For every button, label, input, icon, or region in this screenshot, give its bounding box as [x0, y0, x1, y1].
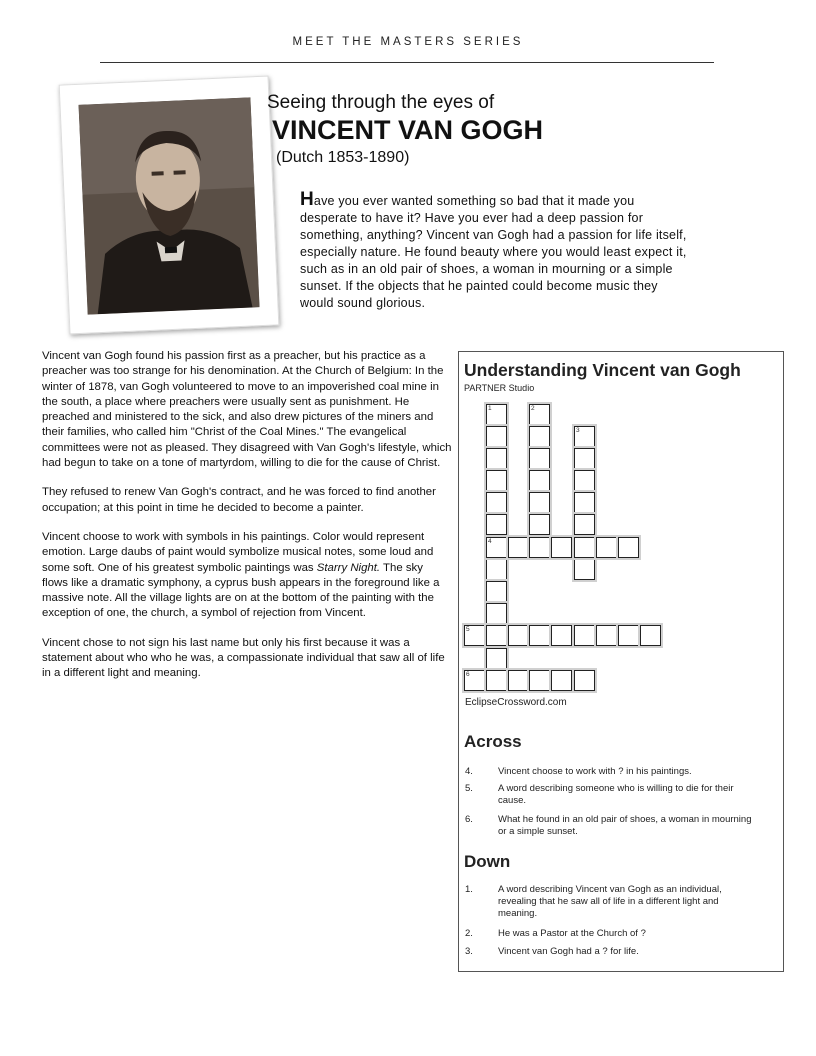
painting-title-starry-night: Starry Night. — [316, 561, 381, 574]
crossword-cell[interactable] — [486, 470, 507, 491]
across-heading: Across — [464, 732, 522, 751]
title-nationality-dates: (Dutch 1853-1890) — [276, 149, 410, 166]
intro-dropcap: H — [300, 189, 314, 210]
title-artist-name: VINCENT VAN GOGH — [272, 115, 544, 145]
crossword-cell[interactable] — [486, 581, 507, 602]
crossword-grid — [459, 352, 783, 712]
crossword-cell[interactable] — [486, 492, 507, 513]
crossword-cell[interactable] — [529, 670, 550, 691]
crossword-cell[interactable] — [508, 537, 529, 558]
clue-number: 1. — [465, 884, 473, 895]
crossword-cell[interactable] — [529, 470, 550, 491]
crossword-cell[interactable] — [529, 448, 550, 469]
clue-text: A word describing someone who is willing to die for their cause. — [498, 783, 734, 806]
crossword-cell[interactable] — [529, 625, 550, 646]
header-divider — [100, 62, 714, 63]
clue-text: Vincent choose to work with ? in his paintings. — [498, 766, 692, 777]
crossword-cell[interactable] — [574, 514, 595, 535]
crossword-cell[interactable] — [529, 404, 550, 425]
portrait-photo-frame — [59, 76, 280, 335]
body-paragraph-4: Vincent chose to not sign his last name but only his first because it was a statement about who who he was, a compassionate individual that saw all of life in a different light and meaning. — [42, 636, 445, 680]
intro-text: ave you ever wanted something so bad that it made you desperate to have it? Have you ever had a deep passion for something, anything? Vincent van Gogh had a passion for life itself, especially nature. He found beauty where you would least expect it, such as in an old pair of shoes, a woman in mourning or a simple sunset. If the objects that he painted could become music they would sound glorious. — [300, 194, 687, 310]
clue-number: 6 — [466, 671, 470, 678]
crossword-cell[interactable] — [596, 625, 617, 646]
crossword-cell[interactable] — [551, 537, 572, 558]
crossword-title: Understanding Vincent van Gogh — [464, 360, 741, 380]
crossword-credit: EclipseCrossword.com — [465, 697, 567, 708]
crossword-cell[interactable] — [486, 426, 507, 447]
crossword-cell[interactable] — [508, 625, 529, 646]
crossword-panel — [458, 351, 784, 972]
crossword-cell[interactable] — [596, 537, 617, 558]
crossword-cell[interactable] — [551, 670, 572, 691]
crossword-cell[interactable] — [574, 559, 595, 580]
crossword-cell[interactable] — [486, 670, 507, 691]
crossword-cell[interactable] — [529, 492, 550, 513]
body-text — [42, 349, 452, 696]
clue-number: 2 — [531, 405, 535, 412]
crossword-cell[interactable] — [574, 426, 595, 447]
crossword-cell[interactable] — [574, 670, 595, 691]
crossword-cell[interactable] — [486, 625, 507, 646]
crossword-cell[interactable] — [486, 559, 507, 580]
crossword-cell[interactable] — [529, 426, 550, 447]
body-paragraph-3-text-a: Vincent choose to work with symbols in his paintings. Color would represent emotion. Large daubs of paint would symbolize musical notes, some loud and some soft. One of his greatest symbolic paintings was — [42, 530, 434, 574]
crossword-cell[interactable] — [574, 537, 595, 558]
body-paragraph-3 — [42, 530, 452, 622]
crossword-cell[interactable] — [551, 625, 572, 646]
crossword-cell[interactable] — [508, 670, 529, 691]
crossword-cell[interactable] — [529, 514, 550, 535]
clue-number: 1 — [488, 405, 492, 412]
intro-paragraph — [300, 191, 690, 312]
crossword-cell[interactable] — [486, 603, 507, 624]
clue-number: 4. — [465, 766, 473, 777]
crossword-cell[interactable] — [618, 625, 639, 646]
crossword-cell[interactable] — [464, 625, 485, 646]
crossword-cell[interactable] — [486, 404, 507, 425]
crossword-cell[interactable] — [574, 492, 595, 513]
clue-text: A word describing Vincent van Gogh as an individual, revealing that he saw all of life in a different light and meaning. — [498, 884, 722, 919]
body-paragraph-1: Vincent van Gogh found his passion first as a preacher, but his practice as a preacher was too strange for his denomination. At the Church of Belgium: In the winter of 1878, van Gogh volunteered to move to an impoverished coal mine in the south, a place where preachers were usually sent as punishment. He preached and ministered to the sick, and also drew pictures of the miners and their families, who called him "Christ of the Coal Mines." The evangelical committees were not as pleased. They disagreed with Van Gogh's lifestyle, which had begun to take on a tone of martyrdom, willing to die for the cause of Christ. — [42, 350, 452, 470]
clue-number: 2. — [465, 928, 473, 939]
clue-text: He was a Pastor at the Church of ? — [498, 928, 646, 939]
clue-number: 3 — [576, 427, 580, 434]
clue-number: 3. — [465, 946, 473, 957]
crossword-subtitle: PARTNER Studio — [464, 383, 535, 393]
title-line-1: Seeing through the eyes of — [267, 92, 495, 113]
crossword-cell[interactable] — [486, 448, 507, 469]
crossword-cell[interactable] — [486, 514, 507, 535]
clue-number: 5 — [466, 626, 470, 633]
body-paragraph-2: They refused to renew Van Gogh's contract, and he was forced to find another occupation; at this point in time he decided to become a painter. — [42, 486, 436, 514]
crossword-cell[interactable] — [574, 470, 595, 491]
crossword-cell[interactable] — [486, 537, 507, 558]
crossword-cell[interactable] — [574, 625, 595, 646]
series-header: MEET THE MASTERS SERIES — [292, 36, 524, 48]
clue-number: 6. — [465, 814, 473, 825]
clue-text: What he found in an old pair of shoes, a woman in mourning or a simple sunset. — [498, 814, 752, 837]
clue-text: Vincent van Gogh had a ? for life. — [498, 946, 639, 957]
crossword-cell[interactable] — [640, 625, 661, 646]
clue-number: 5. — [465, 783, 473, 794]
crossword-cell[interactable] — [486, 648, 507, 669]
down-heading: Down — [464, 852, 511, 871]
crossword-cell[interactable] — [529, 537, 550, 558]
body-paragraph-3-text-b: The sky flows like a dramatic symphony, a cyprus bush appears in the foreground like a massive note. All the village lights are on at the bottom of the painting with the exception of one, the church, a symbol of rejection from Vincent. — [42, 561, 440, 620]
crossword-cell[interactable] — [464, 670, 485, 691]
clue-number: 4 — [488, 538, 492, 545]
crossword-cell[interactable] — [574, 448, 595, 469]
portrait-photo — [79, 97, 260, 314]
crossword-cell[interactable] — [618, 537, 639, 558]
